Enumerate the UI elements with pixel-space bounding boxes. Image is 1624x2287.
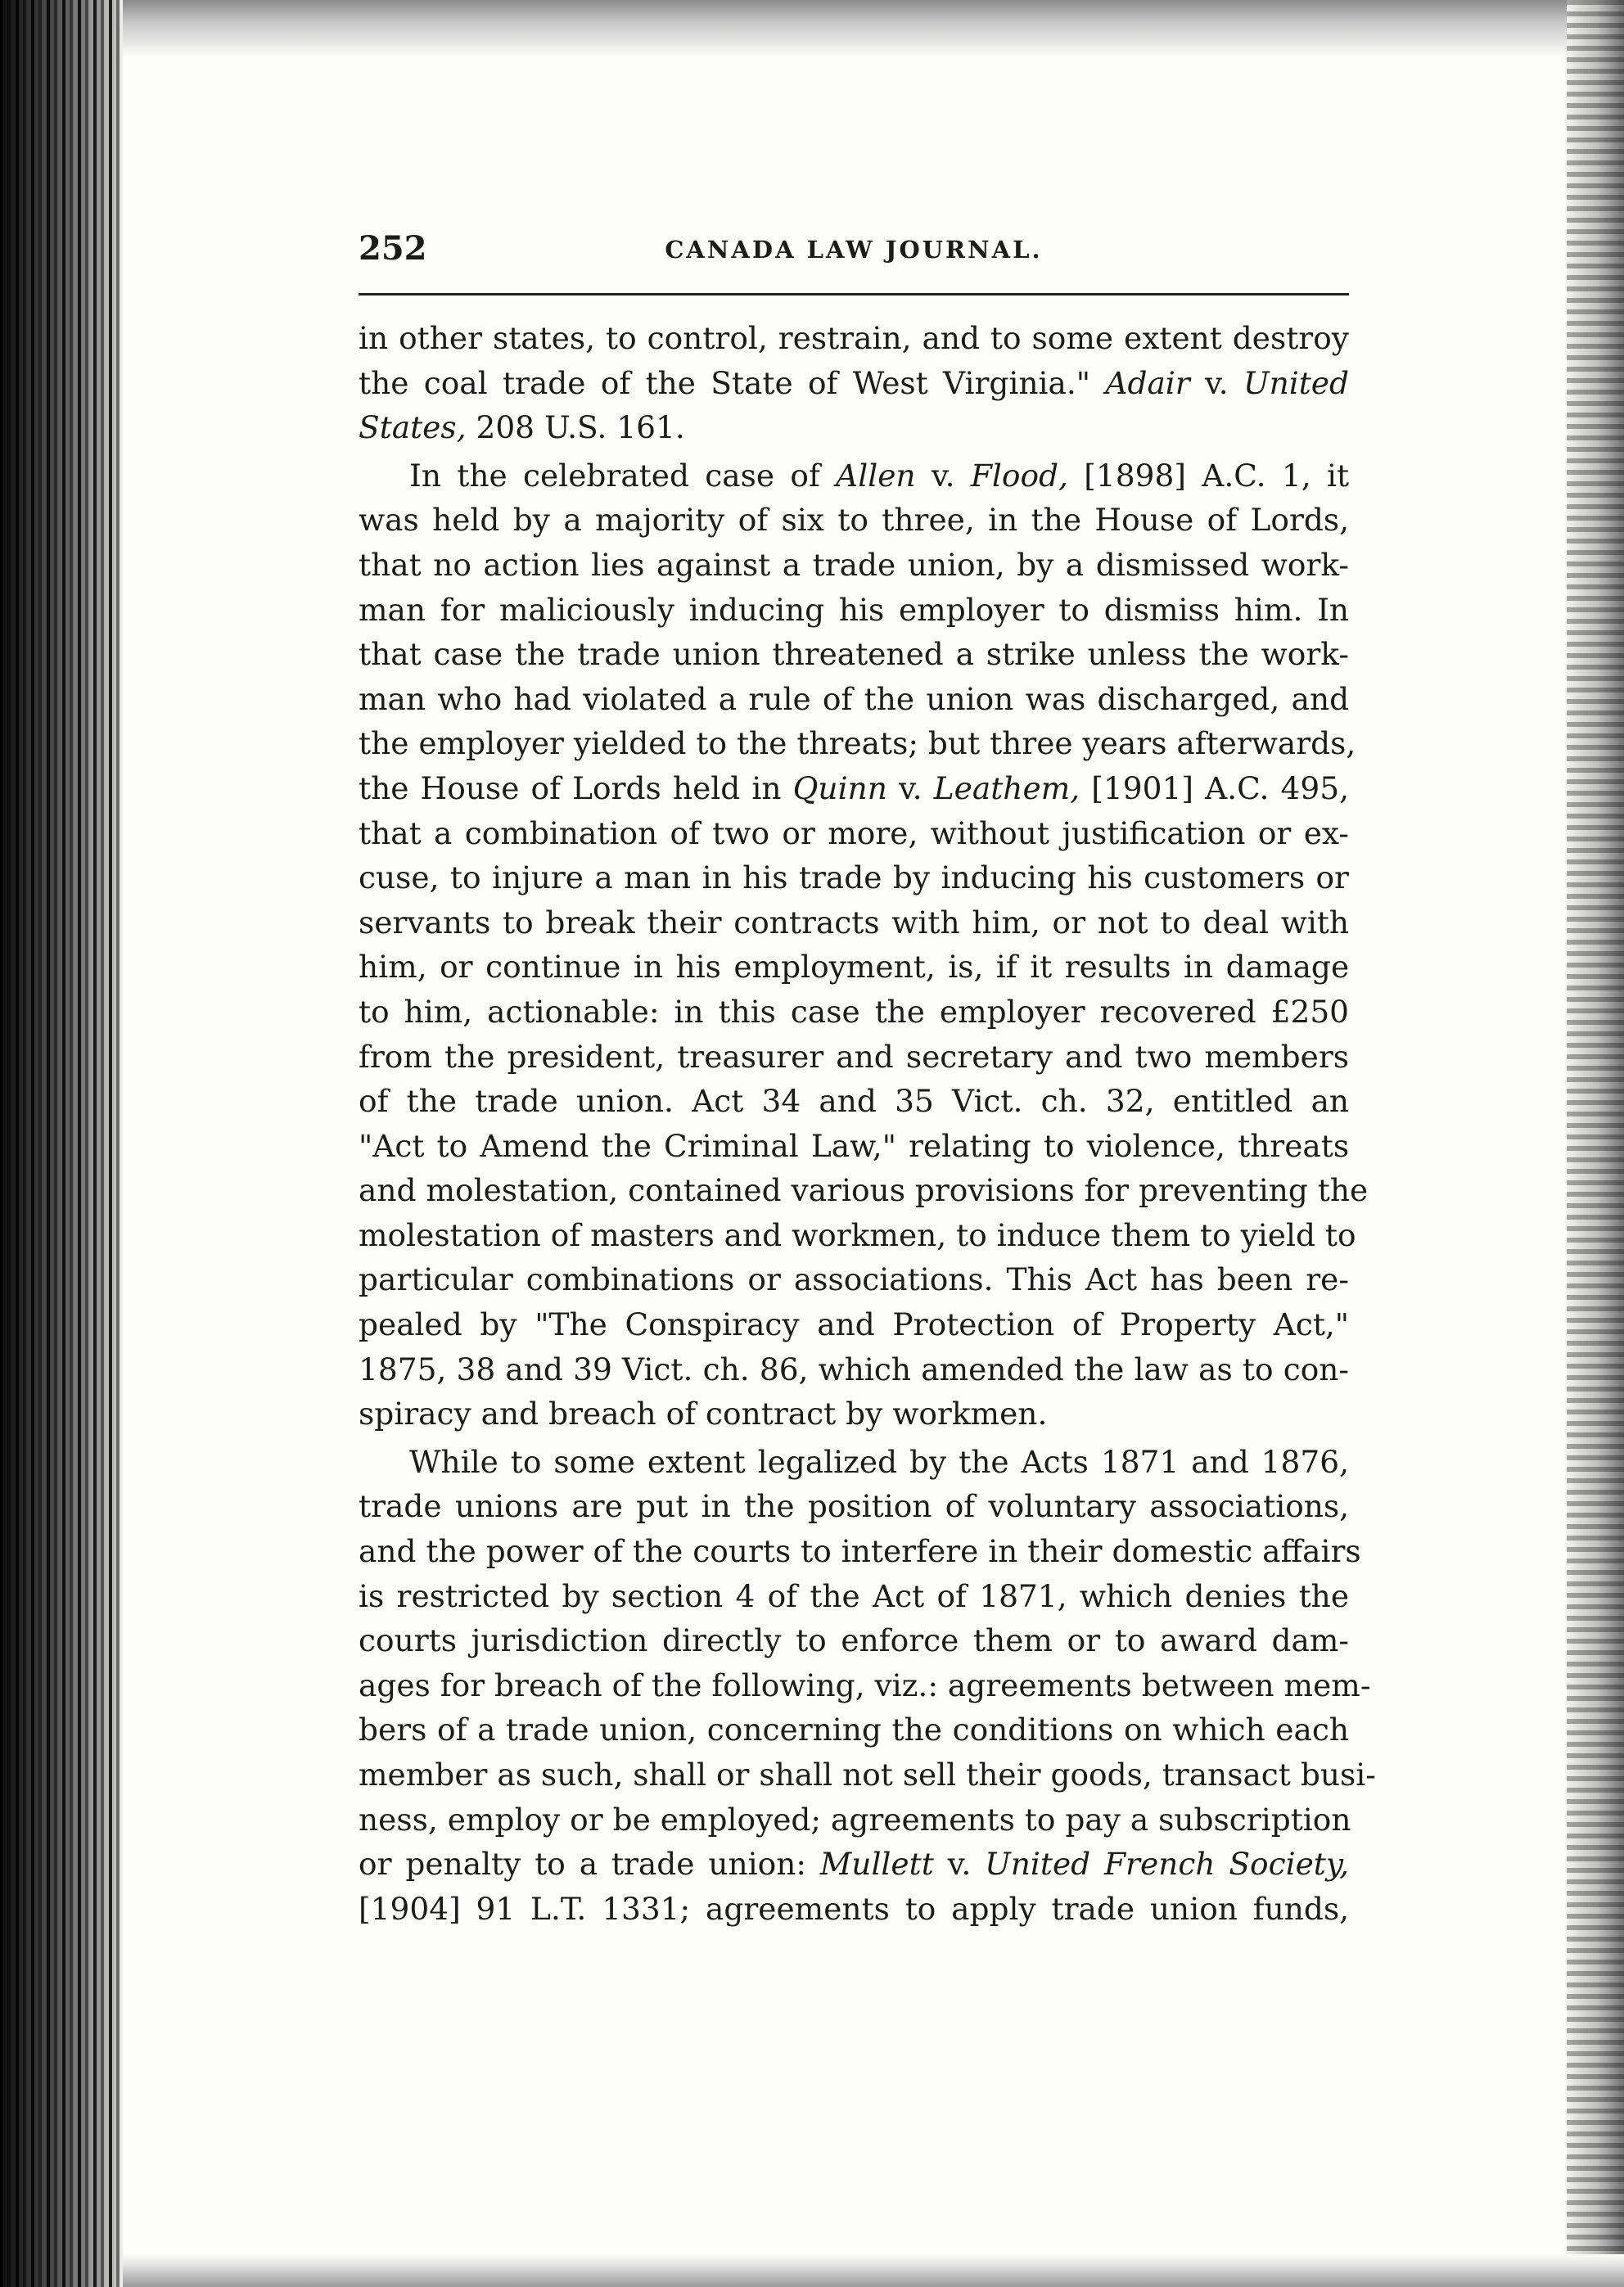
text-line: him, or continue in his employment, is, if it results in damage (359, 949, 1350, 986)
text-line: spiracy and breach of contract by workmen. (359, 1396, 1048, 1432)
scan-right-edge (1567, 0, 1624, 2287)
body-text (359, 316, 1376, 1931)
text-line: molestation of masters and workmen, to induce them to yield to (359, 1216, 1356, 1253)
text-line: servants to break their contracts with him, or not to deal with (359, 904, 1350, 941)
scan-bottom-edge (123, 2254, 1624, 2287)
text-line: bers of a trade union, concerning the conditions on which each (359, 1712, 1350, 1748)
text-line: the House of Lords held in Quinn v. Leathem, [1901] A.C. 495, (359, 769, 1349, 806)
scan-top-edge (123, 0, 1624, 57)
text-line: was held by a majority of six to three, in the House of Lords, (359, 502, 1350, 539)
text-line: "Act to Amend the Criminal Law," relating to violence, threats (359, 1127, 1350, 1164)
text-line: member as such, shall or shall not sell their goods, transact busi- (359, 1757, 1376, 1793)
text-line: pealed by "The Conspiracy and Protection of Property Act," (359, 1306, 1350, 1343)
text-line: ages for breach of the following, viz.: agreements between mem- (359, 1667, 1371, 1703)
text-line: of the trade union. Act 34 and 35 Vict. ch. 32, entitled an (359, 1083, 1350, 1120)
text-line: is restricted by section 4 of the Act of 1871, which denies the (359, 1577, 1350, 1614)
text-line: that no action lies against a trade union, by a dismissed work- (359, 546, 1350, 583)
scan-left-edge (0, 0, 123, 2287)
paragraph-3 (359, 1440, 1376, 1932)
text-line: States, 208 U.S. 161. (359, 409, 685, 446)
text-line: the coal trade of the State of West Virginia." Adair v. United (359, 364, 1350, 401)
text-line: man who had violated a rule of the union was discharged, and (359, 680, 1350, 717)
header-rule (359, 293, 1349, 295)
text-line: ness, employ or be employed; agreements to pay a subscription (359, 1801, 1351, 1838)
text-line: courts jurisdiction directly to enforce them or to award dam- (359, 1622, 1350, 1659)
paragraph-2 (359, 453, 1369, 1437)
text-line: trade unions are put in the position of voluntary associations, (359, 1488, 1350, 1525)
text-line: to him, actionable: in this case the employer recovered £250 (359, 993, 1350, 1030)
text-line: or penalty to a trade union: Mullett v. United French Society, (359, 1846, 1349, 1883)
text-line: the employer yielded to the threats; but three years afterwards, (359, 725, 1356, 762)
text-line: [1904] 91 L.T. 1331; agreements to apply trade union funds, (359, 1890, 1350, 1927)
text-line: and the power of the courts to interfere in their domestic affairs (359, 1533, 1361, 1570)
page-header (359, 229, 1349, 278)
text-line: and molestation, contained various provisions for preventing the (359, 1172, 1369, 1209)
text-line: that a combination of two or more, without justification or ex- (359, 814, 1350, 851)
text-line: While to some extent legalized by the Acts 1871 and 1876, (409, 1443, 1349, 1480)
text-line: 1875, 38 and 39 Vict. ch. 86, which amended the law as to con- (359, 1351, 1350, 1387)
page-number: 252 (359, 229, 427, 268)
text-line: cuse, to injure a man in his trade by inducing his customers or (359, 859, 1349, 896)
text-line: man for maliciously inducing his employer to dismiss him. In (359, 591, 1350, 628)
text-line: In the celebrated case of Allen v. Flood, [1898] A.C. 1, it (409, 457, 1350, 494)
text-line: that case the trade union threatened a strike unless the work- (359, 636, 1350, 673)
journal-title: CANADA LAW JOURNAL. (665, 236, 1043, 264)
paragraph-1 (359, 316, 1349, 450)
text-line: particular combinations or associations. This Act has been re- (359, 1261, 1350, 1298)
text-line: from the president, treasurer and secretary and two members (359, 1038, 1350, 1075)
text-line: in other states, to control, restrain, and to some extent destroy (359, 320, 1349, 356)
